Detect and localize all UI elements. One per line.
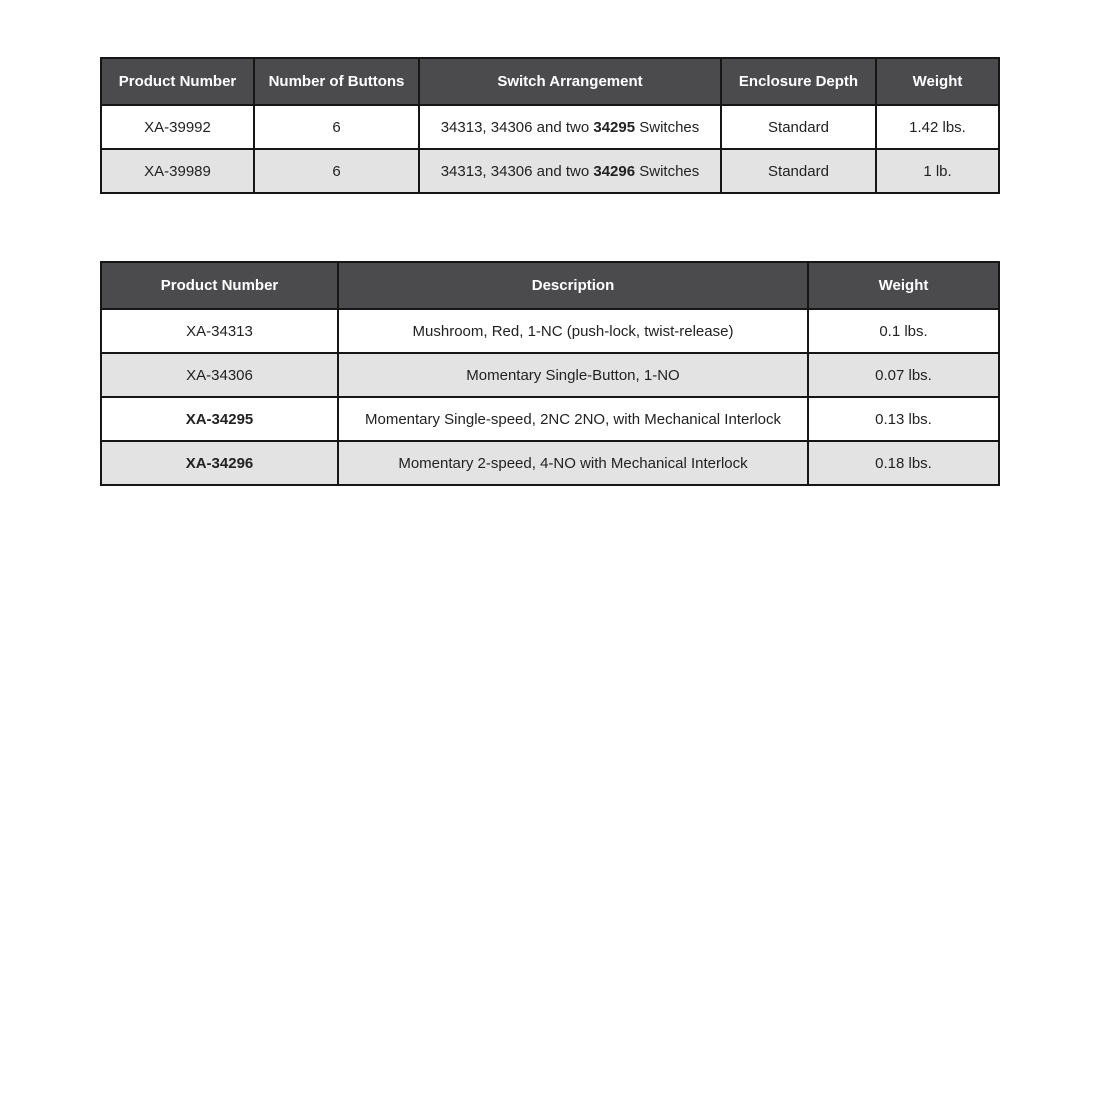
cell-text: 34313, 34306 and two [440, 118, 594, 136]
table-row [101, 105, 999, 149]
cell-text: 1.42 lbs. [909, 118, 966, 136]
table-cell [101, 441, 338, 485]
part-number-emphasis: XA-34295 [185, 410, 254, 428]
switch-components-table [100, 261, 1000, 486]
cell-text: Mushroom, Red, 1-NC (push-lock, twist-release) [412, 322, 734, 340]
table-cell [101, 309, 338, 353]
part-number-emphasis: 34295 [593, 118, 636, 136]
cell-text: 0.18 lbs. [875, 454, 932, 472]
table-cell [808, 441, 999, 485]
table-cell [101, 397, 338, 441]
table-row [101, 353, 999, 397]
column-header: Description [338, 262, 808, 309]
cell-text: XA-39989 [144, 162, 211, 180]
table-cell [808, 397, 999, 441]
table-cell [721, 105, 876, 149]
table-row [101, 309, 999, 353]
table-cell [721, 149, 876, 193]
table-cell [254, 149, 419, 193]
table-cell [808, 353, 999, 397]
assembly-table-header [101, 58, 999, 105]
cell-text: Switches [635, 118, 700, 136]
cell-text: 34313, 34306 and two [440, 162, 594, 180]
cell-text: Momentary Single-speed, 2NC 2NO, with Mechanical Interlock [364, 410, 781, 428]
assembly-table-body [101, 105, 999, 193]
cell-text: 1 lb. [923, 162, 952, 180]
cell-text: Momentary Single-Button, 1-NO [466, 366, 680, 384]
column-header: Product Number [101, 262, 338, 309]
table-cell [101, 149, 254, 193]
cell-text: XA-39992 [144, 118, 211, 136]
table-cell [808, 309, 999, 353]
part-number-emphasis: XA-34296 [185, 454, 254, 472]
cell-text: 0.13 lbs. [875, 410, 932, 428]
table-row [101, 441, 999, 485]
cell-text: Switches [635, 162, 700, 180]
column-header: Switch Arrangement [419, 58, 721, 105]
table-row [101, 149, 999, 193]
column-header: Weight [808, 262, 999, 309]
table-row [101, 397, 999, 441]
header-row [101, 262, 999, 309]
table-cell [419, 149, 721, 193]
column-header: Product Number [101, 58, 254, 105]
components-table-body [101, 309, 999, 485]
cell-text: Momentary 2-speed, 4-NO with Mechanical Interlock [398, 454, 748, 472]
column-header: Enclosure Depth [721, 58, 876, 105]
cell-text: XA-34313 [186, 322, 253, 340]
cell-text: 6 [332, 162, 341, 180]
table-cell [876, 149, 999, 193]
table-cell [338, 397, 808, 441]
table-cell [254, 105, 419, 149]
cell-text: XA-34306 [186, 366, 253, 384]
cell-text: 0.07 lbs. [875, 366, 932, 384]
cell-text: Standard [768, 162, 829, 180]
station-assemblies-table [100, 57, 1000, 194]
header-row [101, 58, 999, 105]
table-cell [876, 105, 999, 149]
table-cell [419, 105, 721, 149]
cell-text: 6 [332, 118, 341, 136]
table-cell [338, 353, 808, 397]
cell-text: Standard [768, 118, 829, 136]
part-number-emphasis: 34296 [593, 162, 636, 180]
table-cell [338, 309, 808, 353]
column-header: Number of Buttons [254, 58, 419, 105]
table-cell [338, 441, 808, 485]
cell-text: 0.1 lbs. [879, 322, 928, 340]
table-cell [101, 353, 338, 397]
table-cell [101, 105, 254, 149]
column-header: Weight [876, 58, 999, 105]
components-table-header [101, 262, 999, 309]
